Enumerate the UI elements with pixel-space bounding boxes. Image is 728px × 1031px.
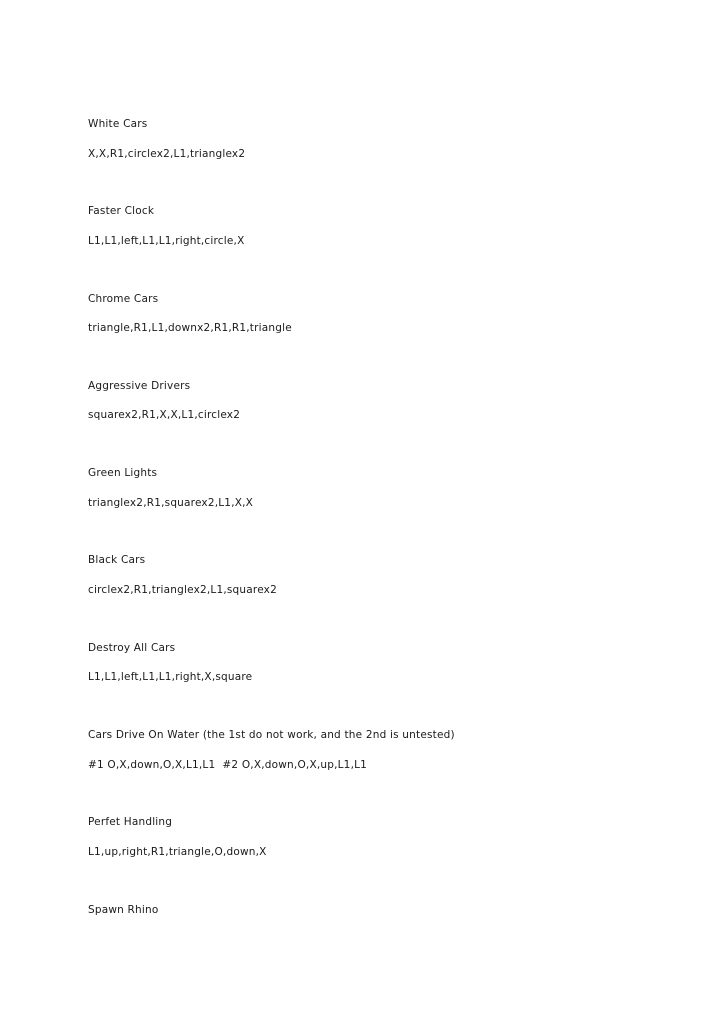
cheat-code: L1,L1,left,L1,L1,right,X,square — [88, 671, 253, 684]
cheat-title: Faster Clock — [88, 205, 155, 218]
cheat-entry-destroy-all-cars — [88, 641, 688, 728]
cheat-code: squarex2,R1,X,X,L1,circlex2 — [88, 409, 241, 422]
cheat-code: triangle,R1,L1,downx2,R1,R1,triangle — [88, 322, 292, 335]
cheat-code: X,X,R1,circlex2,L1,trianglex2 — [88, 147, 246, 160]
cheat-entry-black-cars — [88, 553, 688, 640]
cheat-entry-aggressive-drivers — [88, 379, 688, 466]
cheat-code: L1,up,right,R1,triangle,O,down,X — [88, 845, 267, 858]
cheat-code: circlex2,R1,trianglex2,L1,squarex2 — [88, 583, 277, 596]
cheat-entry-green-lights — [88, 466, 688, 553]
cheat-entry-perfet-handling — [88, 815, 688, 902]
cheat-code: trianglex2,R1,squarex2,L1,X,X — [88, 496, 254, 509]
cheat-entry-white-cars — [88, 117, 688, 204]
cheat-title: Black Cars — [88, 554, 146, 567]
cheat-title: Chrome Cars — [88, 292, 159, 305]
cheat-entry-cars-drive-on-water — [88, 728, 688, 815]
cheat-code: #1 O,X,down,O,X,L1,L1 #2 O,X,down,O,X,up,L1,L1 — [88, 758, 368, 771]
cheat-title: Cars Drive On Water (the 1st do not work, and the 2nd is untested) — [88, 729, 455, 742]
cheat-entry-spawn-rhino — [88, 903, 688, 990]
cheat-title: White Cars — [88, 118, 148, 130]
cheat-code: L1,L1,left,L1,L1,right,circle,X — [88, 234, 245, 247]
cheat-list — [88, 117, 688, 990]
cheat-title: Aggressive Drivers — [88, 379, 191, 392]
cheat-title: Spawn Rhino — [88, 903, 159, 916]
cheat-entry-chrome-cars — [88, 292, 688, 379]
cheat-title: Destroy All Cars — [88, 641, 176, 654]
cheat-title: Perfet Handling — [88, 816, 173, 829]
cheat-title: Green Lights — [88, 467, 158, 480]
cheat-entry-faster-clock — [88, 204, 688, 291]
